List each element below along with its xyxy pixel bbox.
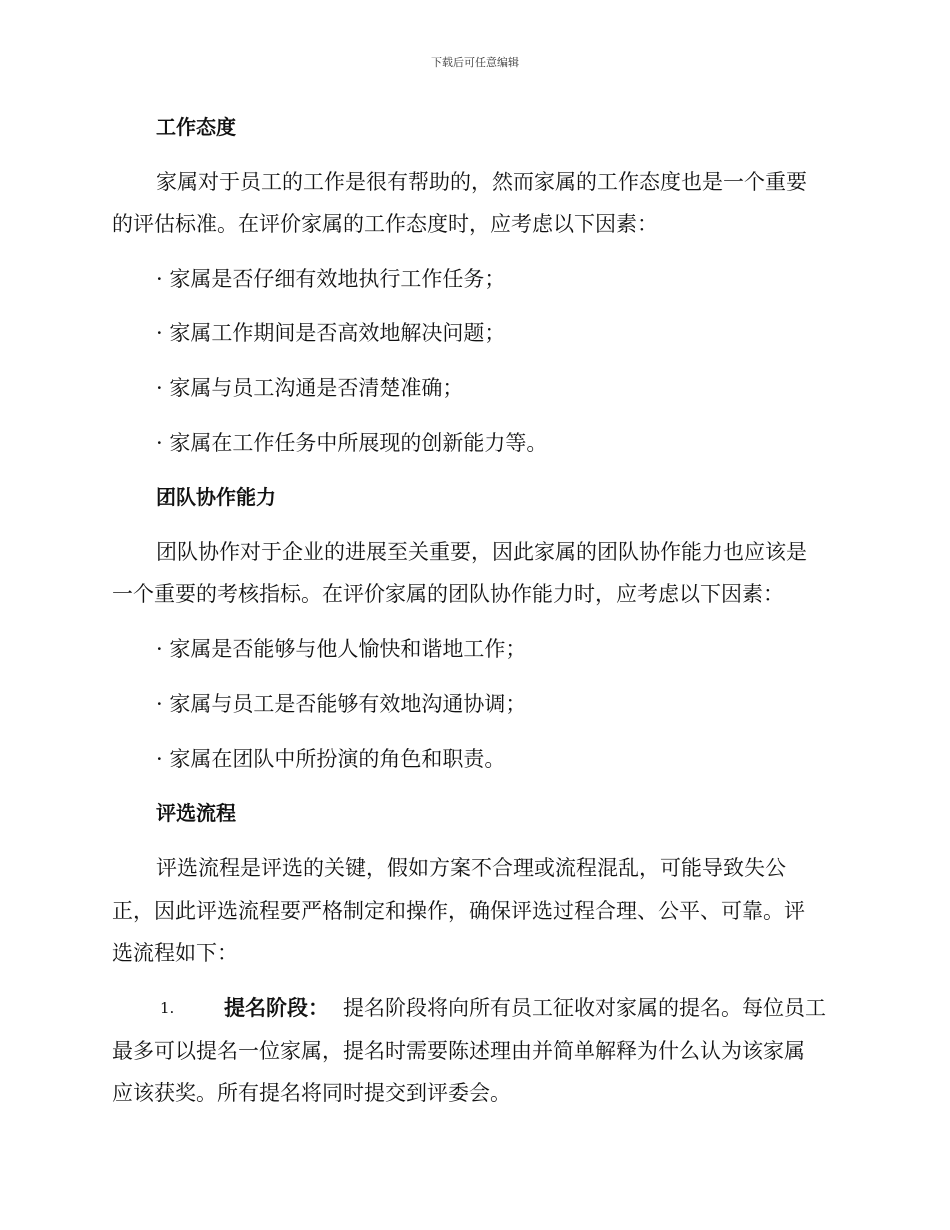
process-paragraph-line3: 选流程如下： (112, 941, 238, 965)
teamwork-paragraph-line2: 一个重要的考核指标。在评价家属的团队协作能力时，应考虑以下因素： (112, 582, 784, 606)
attitude-bullet-1: · 家属是否仔细有效地执行工作任务； (156, 267, 506, 291)
section-heading-teamwork: 团队协作能力 (156, 485, 276, 509)
page-header: 下载后可任意编辑 (431, 56, 519, 69)
teamwork-bullet-3: · 家属在团队中所扮演的角色和职责。 (156, 747, 506, 771)
attitude-paragraph-line1: 家属对于员工的工作是很有帮助的，然而家属的工作态度也是一个重要 (156, 170, 807, 194)
attitude-bullet-4: · 家属在工作任务中所展现的创新能力等。 (156, 431, 548, 455)
step-1-line1: 提名阶段将向所有员工征收对家属的提名。每位员工 (343, 996, 826, 1020)
process-paragraph-line1: 评选流程是评选的关键，假如方案不合理或流程混乱，可能导致失公 (156, 856, 786, 880)
teamwork-bullet-2: · 家属与员工是否能够有效地沟通协调； (156, 692, 527, 716)
section-heading-process: 评选流程 (156, 801, 236, 825)
step-1-first-line (224, 993, 826, 1023)
teamwork-paragraph-line1: 团队协作对于企业的进展至关重要，因此家属的团队协作能力也应该是 (156, 540, 807, 564)
step-1-title: 提名阶段： (224, 996, 329, 1020)
teamwork-bullet-1: · 家属是否能够与他人愉快和谐地工作； (156, 637, 527, 661)
section-heading-attitude: 工作态度 (156, 115, 236, 139)
step-1-line3: 应该获奖。所有提名将同时提交到评委会。 (112, 1081, 511, 1105)
step-1-number: 1. (160, 999, 175, 1017)
attitude-paragraph-line2: 的评估标准。在评价家属的工作态度时，应考虑以下因素： (112, 212, 658, 236)
step-1-line2: 最多可以提名一位家属，提名时需要陈述理由并简单解释为什么认为该家属 (112, 1039, 805, 1063)
process-paragraph-line2: 正，因此评选流程要严格制定和操作，确保评选过程合理、公平、可靠。评 (112, 899, 805, 923)
attitude-bullet-3: · 家属与员工沟通是否清楚准确； (156, 376, 464, 400)
attitude-bullet-2: · 家属工作期间是否高效地解决问题； (156, 321, 506, 345)
